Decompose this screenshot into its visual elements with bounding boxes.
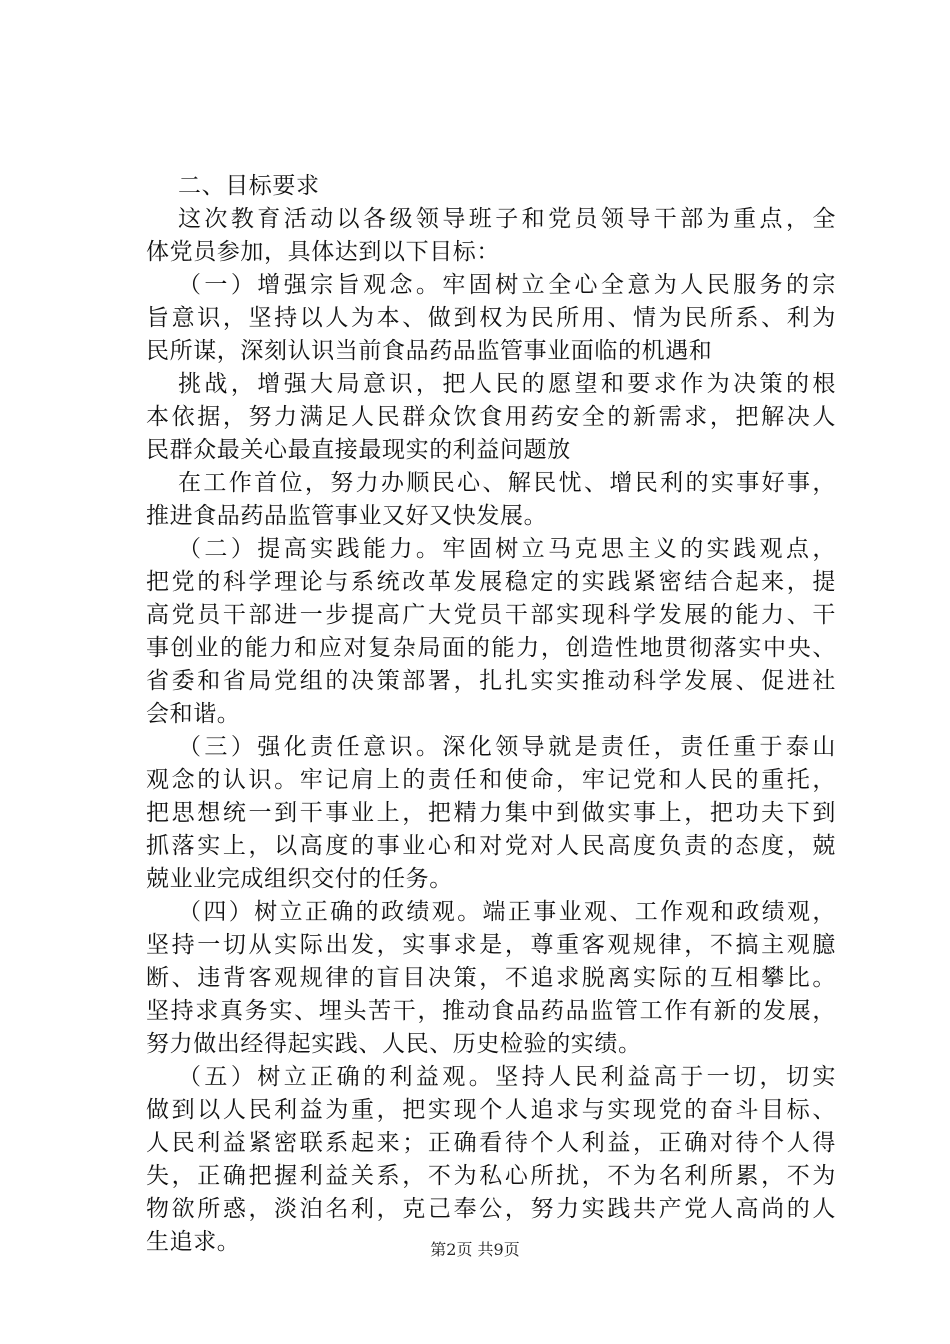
paragraph-line: 做到以人民利益为重，把实现个人追求与实现党的奋斗目标、 [146, 1097, 836, 1123]
paragraph-line: 省委和省局党组的决策部署，扎扎实实推动科学发展、促进社 [146, 668, 836, 694]
paragraph-line: 挑战，增强大局意识，把人民的愿望和要求作为决策的根 [178, 371, 836, 397]
paragraph-line: 抓落实上，以高度的事业心和对党对人民高度负责的态度，兢 [146, 833, 836, 859]
paragraph-line: （三）强化责任意识。深化领导就是责任，责任重于泰山 [178, 734, 836, 760]
page-footer: 第2页 共9页 [430, 1240, 520, 1259]
paragraph-line: 事创业的能力和应对复杂局面的能力，创造性地贯彻落实中央、 [146, 635, 836, 661]
document-body [146, 170, 836, 1259]
paragraph-line: 民群众最关心最直接最现实的利益问题放 [146, 437, 571, 463]
paragraph-line: 坚持一切从实际出发，实事求是，尊重客观规律，不搞主观臆 [146, 932, 836, 958]
paragraph-line: （四）树立正确的政绩观。端正事业观、工作观和政绩观， [178, 899, 836, 925]
paragraph-line: 在工作首位，努力办顺民心、解民忧、增民利的实事好事， [178, 470, 836, 496]
paragraph-line: 生追求。 [146, 1229, 241, 1255]
paragraph-line: 失，正确把握利益关系，不为私心所扰，不为名利所累，不为 [146, 1163, 836, 1189]
paragraph-line: 民所谋，深刻认识当前食品药品监管事业面临的机遇和 [146, 338, 713, 364]
paragraph-line: 推进食品药品监管事业又好又快发展。 [146, 503, 548, 529]
paragraph-line: 把思想统一到干事业上，把精力集中到做实事上，把功夫下到 [146, 800, 836, 826]
paragraph-line: 兢业业完成组织交付的任务。 [146, 866, 453, 892]
paragraph-line: （二）提高实践能力。牢固树立马克思主义的实践观点， [178, 536, 836, 562]
paragraph-line: 体党员参加，具体达到以下目标： [146, 239, 500, 265]
paragraph-line: 会和谐。 [146, 701, 241, 727]
paragraph-line: 这次教育活动以各级领导班子和党员领导干部为重点，全 [178, 206, 836, 232]
paragraph-line: 旨意识，坚持以人为本、做到权为民所用、情为民所系、利为 [146, 305, 836, 331]
section-heading: 二、目标要求 [178, 173, 320, 199]
paragraph-line: 断、违背客观规律的盲目决策，不追求脱离实际的互相攀比。 [146, 965, 836, 991]
paragraph-line: 物欲所惑，淡泊名利，克己奉公，努力实践共产党人高尚的人 [146, 1196, 836, 1222]
paragraph-line: （五）树立正确的利益观。坚持人民利益高于一切，切实 [178, 1064, 836, 1090]
paragraph-line: 观念的认识。牢记肩上的责任和使命，牢记党和人民的重托， [146, 767, 836, 793]
paragraph-line: 努力做出经得起实践、人民、历史检验的实绩。 [146, 1031, 642, 1057]
paragraph-line: 高党员干部进一步提高广大党员干部实现科学发展的能力、干 [146, 602, 836, 628]
paragraph-line: 本依据，努力满足人民群众饮食用药安全的新需求，把解决人 [146, 404, 836, 430]
paragraph-line: 坚持求真务实、埋头苦干，推动食品药品监管工作有新的发展， [146, 998, 836, 1024]
paragraph-line: （一）增强宗旨观念。牢固树立全心全意为人民服务的宗 [178, 272, 836, 298]
paragraph-line: 把党的科学理论与系统改革发展稳定的实践紧密结合起来，提 [146, 569, 836, 595]
paragraph-line: 人民利益紧密联系起来；正确看待个人利益，正确对待个人得 [146, 1130, 836, 1156]
